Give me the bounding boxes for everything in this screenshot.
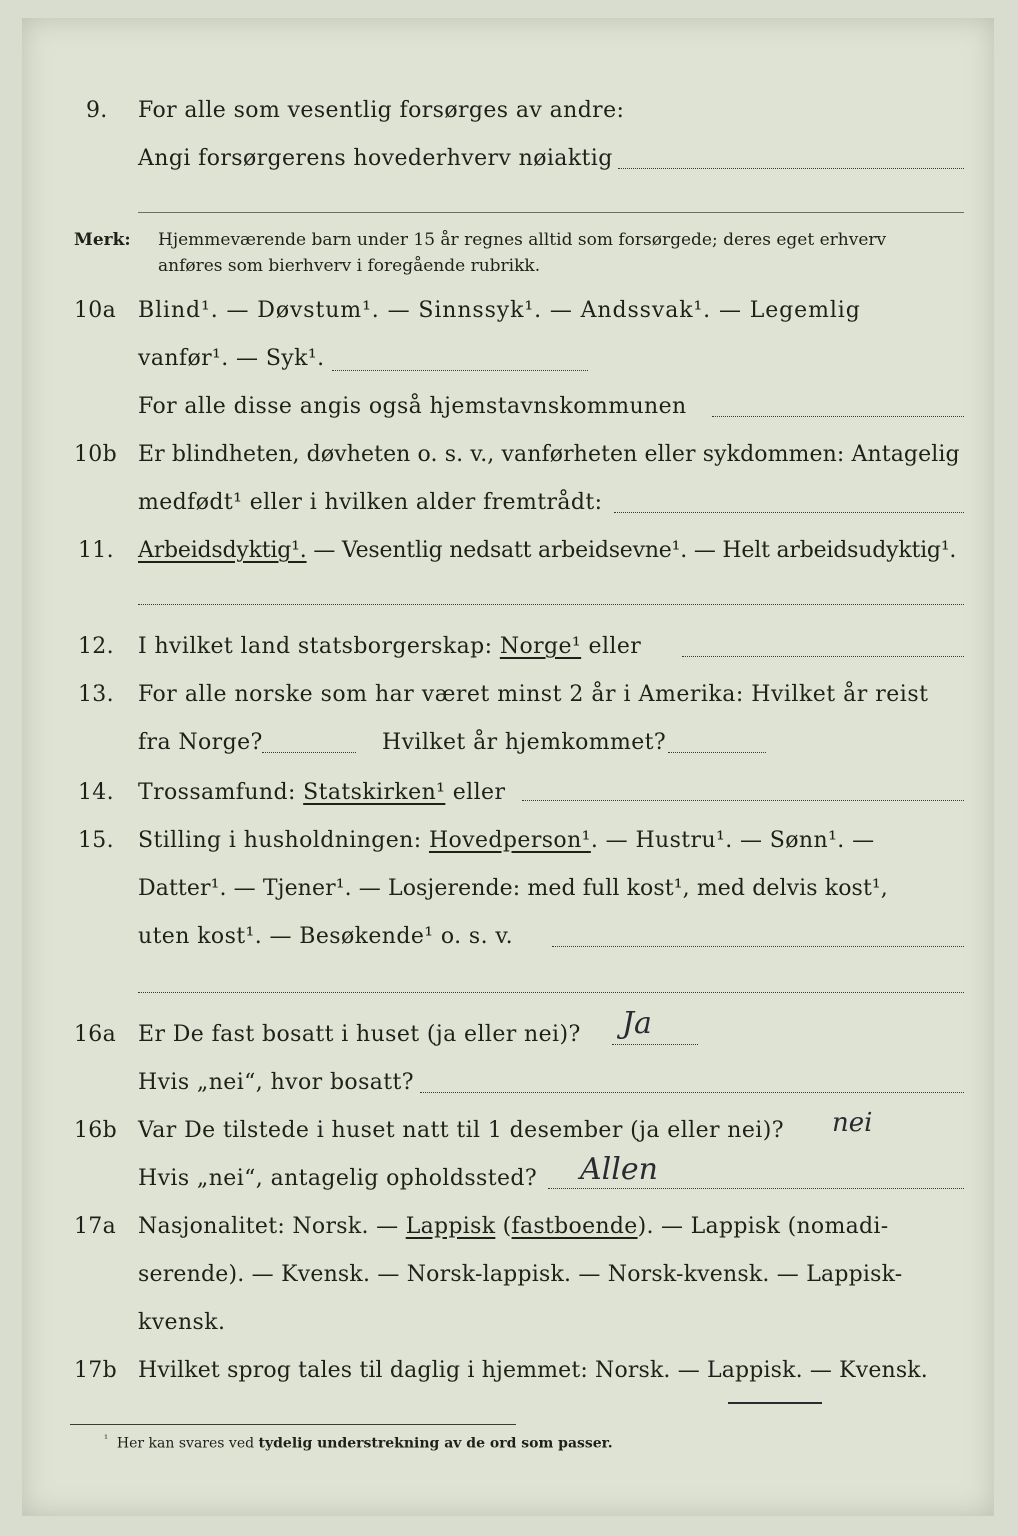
question-text: Hvilket år hjemkommet? [382, 730, 667, 755]
question-text: For alle som vesentlig forsørges av andre: [138, 98, 625, 123]
note-label: Merk: [74, 230, 131, 250]
handwritten-underline [728, 1402, 822, 1404]
handwritten-answer: Allen [580, 1152, 658, 1187]
question-number: 10a [74, 298, 117, 323]
answer-line [522, 800, 964, 801]
option-selected: Statskirken¹ [303, 780, 446, 805]
question-text-part: I hvilket land statsborgerskap: [138, 634, 500, 659]
answer-line [552, 946, 964, 947]
option-selected: fastboende [511, 1214, 638, 1239]
question-text-part: ). — Lappisk (nomadi- [637, 1214, 889, 1239]
answer-line [668, 752, 766, 753]
question-text: vanfør¹. — Syk¹. [138, 346, 325, 371]
answer-line [138, 992, 964, 993]
question-number: 13. [78, 682, 114, 707]
question-text: uten kost¹. — Besøkende¹ o. s. v. [138, 924, 513, 949]
answer-line [262, 752, 356, 753]
question-text: For alle disse angis også hjemstavnskommunen [138, 394, 687, 419]
question-text: Angi forsørgerens hovederhverv nøiaktig [138, 146, 613, 171]
answer-line [548, 1188, 964, 1189]
question-text: Var De tilstede i huset natt til 1 desember (ja eller nei)? [138, 1118, 784, 1143]
question-text-part: eller [445, 780, 506, 805]
question-text: For alle norske som har været minst 2 år i Amerika: Hvilket år reist [138, 682, 929, 707]
option-selected: Norge¹ [499, 634, 582, 659]
question-text: Er blindheten, døvheten o. s. v., vanførheten eller sykdommen: Antagelig [138, 442, 960, 467]
question-text: medfødt¹ eller i hvilken alder fremtrådt: [138, 490, 603, 515]
handwritten-answer: Ja [622, 1006, 652, 1041]
question-number: 15. [78, 828, 114, 853]
option-selected: Hovedperson¹ [428, 828, 591, 853]
answer-line [138, 212, 964, 213]
answer-line [332, 370, 588, 371]
option-text: — Vesentlig nedsatt arbeidsevne¹. — Helt arbeidsudyktig¹. [306, 538, 957, 563]
question-text-part: eller [581, 634, 642, 659]
answer-line [612, 1044, 698, 1045]
question-text: Er De fast bosatt i huset (ja eller nei)? [138, 1022, 581, 1047]
question-text: Hvis „nei“, hvor bosatt? [138, 1070, 414, 1095]
question-number: 14. [78, 780, 114, 805]
question-text-part: Trossamfund: [138, 780, 304, 805]
question-number: 12. [78, 634, 114, 659]
note-text: anføres som bierhverv i foregående rubrikk. [158, 256, 541, 276]
question-text-part: . — Hustru¹. — Sønn¹. — [590, 828, 875, 853]
question-number: 9. [86, 98, 108, 123]
question-text: kvensk. [138, 1310, 226, 1335]
option-selected: Lappisk [405, 1214, 496, 1239]
question-text [138, 828, 874, 853]
question-text-part: ( [495, 1214, 512, 1239]
question-text: Datter¹. — Tjener¹. — Losjerende: med full kost¹, med delvis kost¹, [138, 876, 888, 901]
answer-line [614, 512, 964, 513]
question-number: 10b [74, 442, 117, 467]
question-text: serende). — Kvensk. — Norsk-lappisk. — Norsk-kvensk. — Lappisk- [138, 1262, 903, 1287]
question-number: 17a [74, 1214, 117, 1239]
question-number: 11. [78, 538, 114, 563]
answer-line [712, 416, 964, 417]
question-text [138, 634, 641, 659]
question-text-part: Nasjonalitet: Norsk. — [138, 1214, 406, 1239]
footnote [104, 1434, 613, 1452]
question-text-part: Stilling i husholdningen: [138, 828, 429, 853]
answer-line [138, 604, 964, 605]
question-number: 17b [74, 1358, 117, 1383]
handwritten-answer: nei [832, 1108, 873, 1138]
question-text: Hvis „nei“, antagelig opholdssted? [138, 1166, 538, 1191]
footnote-text: Her kan svares ved [116, 1435, 259, 1452]
question-number: 16a [74, 1022, 117, 1047]
question-text: Blind¹. — Døvstum¹. — Sinnssyk¹. — Andssvak¹. — Legemlig [138, 298, 861, 323]
question-text: Hvilket sprog tales til daglig i hjemmet: Norsk. — Lappisk. — Kvensk. [138, 1358, 928, 1383]
answer-line [618, 168, 964, 169]
option-selected: Arbeidsdyktig¹. [138, 538, 307, 563]
question-text [138, 538, 956, 563]
question-text: fra Norge? [138, 730, 263, 755]
footnote-rule [70, 1424, 516, 1425]
note-text: Hjemmeværende barn under 15 år regnes alltid som forsørgede; deres eget erhverv [158, 230, 887, 250]
answer-line [420, 1092, 964, 1093]
question-number: 16b [74, 1118, 117, 1143]
footnote-mark: ¹ [104, 1434, 109, 1445]
footnote-text-bold: tydelig understrekning av de ord som passer. [258, 1435, 613, 1452]
question-text [138, 780, 505, 805]
answer-line [682, 656, 964, 657]
question-text [138, 1214, 889, 1239]
